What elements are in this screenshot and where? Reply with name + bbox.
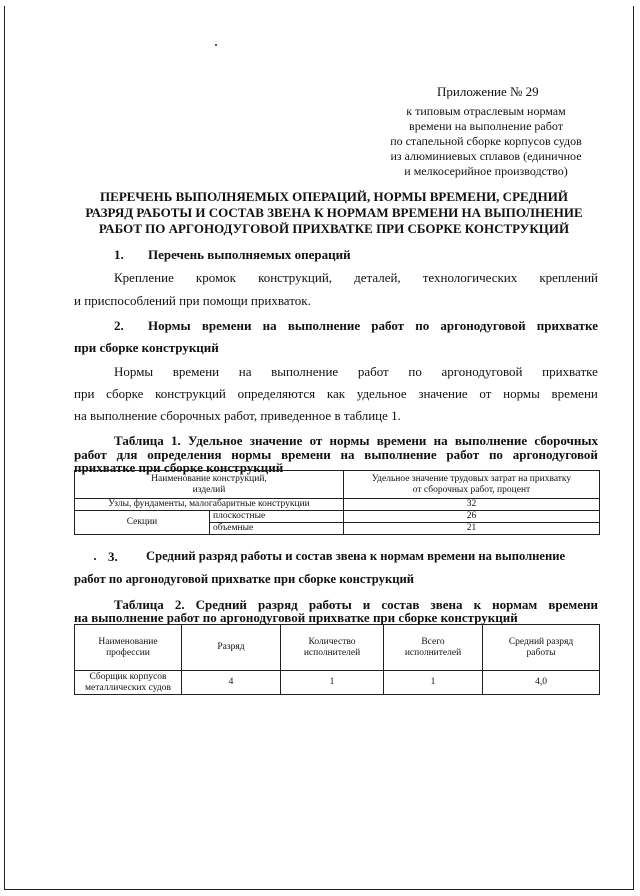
section3-title-line2: работ по аргонодуговой прихватке при сборке конструкций: [74, 572, 414, 586]
word: выполнение: [287, 318, 361, 333]
table-row: [75, 471, 600, 499]
word: определяются: [237, 386, 316, 401]
word: нормам: [492, 597, 538, 612]
word: к: [473, 597, 482, 612]
word: от: [479, 386, 492, 401]
table2-cell-avg: 4,0: [483, 671, 600, 695]
word: 2.: [174, 597, 185, 612]
cell-line: Сборщик корпусов: [89, 671, 167, 682]
table2-header-grade: [182, 625, 281, 671]
header-line: исполнителей: [303, 647, 361, 658]
word: Таблица: [114, 433, 164, 448]
word: выполнение: [271, 364, 339, 379]
word: кромок: [195, 270, 237, 285]
appendix-subtitle-line: времени на выполнение работ: [409, 119, 563, 133]
word: Нормы: [148, 318, 191, 333]
word: работы: [308, 597, 352, 612]
word: работ: [371, 318, 405, 333]
table1-caption-line1: [114, 434, 598, 448]
table-row: [75, 499, 600, 511]
table2-cell-profession: [75, 671, 182, 695]
section2-title-line2: при сборке конструкций: [74, 340, 219, 355]
appendix-subtitle: [372, 104, 600, 179]
word: по: [488, 447, 503, 462]
word: по: [408, 364, 422, 379]
header-line: Средний разряд: [508, 636, 574, 647]
section2-number: 2.: [114, 318, 124, 333]
table2-header-total: [384, 625, 483, 671]
appendix-subtitle-line: из алюминиевых сплавов (единичное: [390, 149, 582, 163]
word: времени: [548, 597, 598, 612]
word: нормы: [503, 386, 540, 401]
table1-header-value: [343, 471, 599, 499]
header-line: от сборочных работ, процент: [412, 484, 531, 495]
table2-header-count: [281, 625, 384, 671]
section1-title: Перечень выполняемых операций: [148, 247, 351, 262]
word: сборке: [106, 386, 144, 401]
word: состав: [381, 597, 420, 612]
scan-speck: [215, 44, 217, 46]
table1-cell: Секции: [75, 511, 210, 535]
table1-cell: 26: [343, 511, 599, 523]
word: разряд: [257, 597, 298, 612]
word: нормы: [329, 433, 370, 448]
table2-header-profession: [75, 625, 182, 671]
document-title: [74, 189, 594, 237]
word: значение: [249, 433, 303, 448]
table1-cell: плоскостные: [210, 511, 344, 523]
word: креплений: [539, 270, 598, 285]
table2-cell-count: 1: [281, 671, 384, 695]
word: аргонодуговой: [441, 364, 523, 379]
header-line: профессии: [106, 647, 150, 658]
section3-number: 3.: [108, 549, 118, 564]
word: при: [74, 386, 95, 401]
header-line: Всего: [421, 636, 445, 647]
table1: [74, 470, 600, 535]
word: 1.: [171, 433, 181, 448]
section1-number: 1.: [114, 247, 124, 262]
table2: [74, 624, 600, 695]
word: технологических: [422, 270, 518, 285]
word: как: [326, 386, 346, 401]
title-line: РАБОТ ПО АРГОНОДУГОВОЙ ПРИХВАТКЕ ПРИ СБОРКЕ КОНСТРУКЦИЙ: [98, 221, 570, 236]
header-line: изделий: [192, 484, 226, 495]
cell-line: металлических судов: [85, 682, 171, 693]
table1-header-name: [75, 471, 344, 499]
word: от: [309, 433, 323, 448]
word: на: [433, 433, 448, 448]
word: времени: [551, 386, 598, 401]
section2-text-line2: [74, 386, 598, 402]
word: деталей,: [354, 270, 401, 285]
word: Таблица: [114, 597, 164, 612]
word: сборочных: [534, 433, 598, 448]
word: выполнение: [454, 433, 528, 448]
table2-cell-grade: 4: [182, 671, 281, 695]
header-line: Количество: [308, 636, 356, 647]
section3-title-line1: Средний разряд работы и состав звена к нормам времени на выполнение: [146, 549, 566, 563]
word: работ: [446, 447, 480, 462]
word: выполнение: [364, 447, 437, 462]
table1-cell: объемные: [210, 523, 344, 535]
word: работ: [74, 447, 107, 462]
header-line: Разряд: [217, 642, 245, 652]
word: конструкций,: [258, 270, 333, 285]
word: на: [262, 318, 277, 333]
word: Крепление: [114, 270, 174, 285]
word: удельное: [356, 386, 407, 401]
word: аргонодуговой: [440, 318, 526, 333]
word: прихватке: [542, 364, 598, 379]
title-line: РАЗРЯД РАБОТЫ И СОСТАВ ЗВЕНА К НОРМАМ ВРЕМЕНИ НА ВЫПОЛНЕНИЕ: [85, 205, 583, 220]
table1-cell: 32: [343, 499, 599, 511]
table2-caption-line2: на выполнение работ по аргонодуговой прихватке при сборке конструкций: [74, 610, 518, 625]
word: на: [238, 364, 252, 379]
word: Нормы: [114, 364, 154, 379]
table-row: [75, 625, 600, 671]
word: времени: [376, 433, 427, 448]
word: нормы: [231, 447, 272, 462]
word: прихватке: [536, 318, 598, 333]
word: времени: [201, 318, 252, 333]
table-row: [75, 511, 600, 523]
word: Удельное: [188, 433, 243, 448]
section2-text-line1: [114, 364, 598, 380]
title-line: ПЕРЕЧЕНЬ ВЫПОЛНЯЕМЫХ ОПЕРАЦИЙ, НОРМЫ ВРЕМЕНИ, СРЕДНИЙ: [100, 189, 568, 204]
header-line: Наименование: [98, 636, 158, 647]
table2-header-avg: [483, 625, 600, 671]
appendix-subtitle-line: по стапельной сборке корпусов судов: [390, 134, 582, 148]
section2-text-line3: на выполнение сборочных работ, приведенное в таблице 1.: [74, 408, 401, 423]
word: по: [415, 318, 430, 333]
header-line: Удельное значение трудовых затрат на прихватку: [371, 473, 572, 484]
word: конструкций: [155, 386, 226, 401]
word: значение: [418, 386, 468, 401]
word: аргонодуговой: [512, 447, 598, 462]
section1-text-line1: [114, 270, 598, 286]
header-line: Наименование конструкций,: [151, 473, 267, 484]
scan-speck: [94, 558, 96, 560]
word: времени: [172, 364, 220, 379]
section1-text-line2: и приспособлений при помощи прихваток.: [74, 293, 311, 308]
word: для: [116, 447, 138, 462]
table1-cell: 21: [343, 523, 599, 535]
table1-cell: Узлы, фундаменты, малогабаритные конструкции: [75, 499, 344, 511]
appendix-subtitle-line: и мелкосерийное производство): [404, 164, 568, 178]
word: на: [340, 447, 355, 462]
header-line: исполнителей: [404, 647, 462, 658]
word: времени: [281, 447, 331, 462]
table1-caption-line3: прихватке при сборке конструкций: [74, 460, 284, 475]
header-line: работы: [526, 647, 556, 658]
table2-cell-total: 1: [384, 671, 483, 695]
word: определения: [147, 447, 222, 462]
appendix-subtitle-line: к типовым отраслевым нормам: [406, 104, 566, 118]
word: работ: [357, 364, 389, 379]
section2-title-line1: [148, 318, 598, 334]
word: Средний: [195, 597, 247, 612]
word: звена: [430, 597, 463, 612]
table-row: [75, 671, 600, 695]
appendix-title: Приложение № 29: [437, 84, 539, 99]
word: и: [362, 597, 371, 612]
